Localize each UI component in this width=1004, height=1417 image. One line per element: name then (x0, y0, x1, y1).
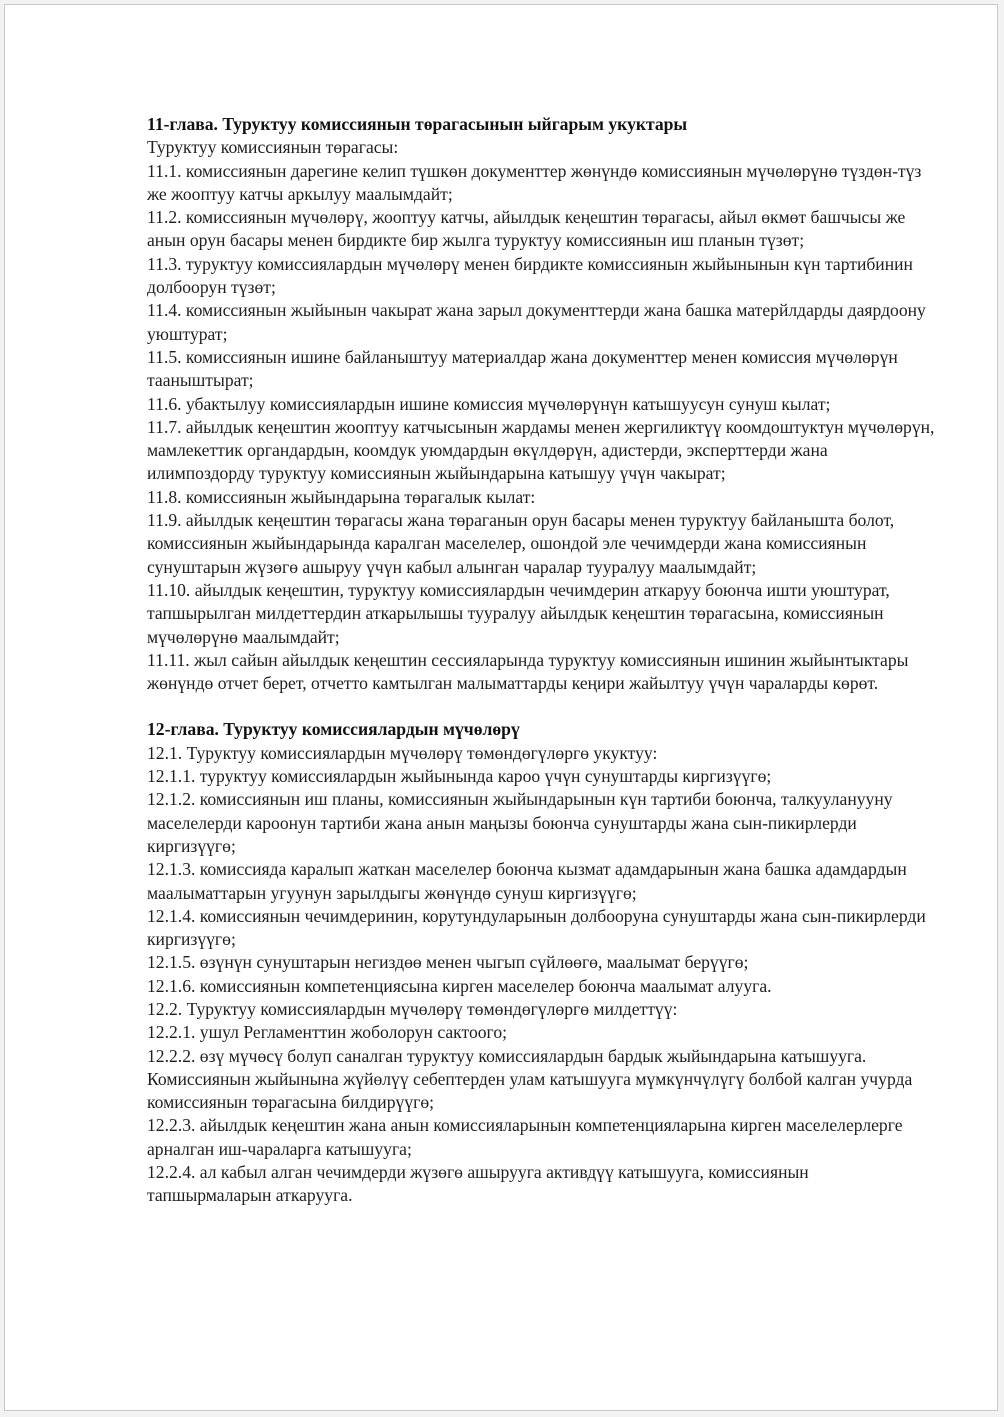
paragraph-12-2: 12.2. Туруктуу комиссиялардын мүчөлөрү төмөндөгүлөргө милдеттүү: (147, 998, 678, 1019)
section-spacer (147, 695, 937, 718)
paragraph-11-4: 11.4. комиссиянын жыйынын чакырат жана зарыл документтерди жана башка матерйлдарды даярдоону уюштурат; (147, 300, 926, 344)
chapter-12-title: 12-глава. Туруктуу комиссиялардын мүчөлөрү (147, 719, 520, 740)
document-body (147, 113, 937, 1208)
paragraph-11-7: 11.7. айылдык кеңештин жооптуу катчысынын жардамы менен жергиликтүү коомдоштуктун мүчөлөрүн, мамлекеттик органдардын, коомдук уюмдардын өкүлдөрүн, адистерди, эксперттерди жана илимпоздорду туруктуу комиссиянын жыйындарына катышуу үчүн чакырат; (147, 416, 935, 484)
paragraph-12-1: 12.1. Туруктуу комиссиялардын мүчөлөрү төмөндөгүлөргө укуктуу: (147, 742, 658, 763)
paragraph-12-2-4: 12.2.4. ал кабыл алган чечимдерди жүзөгө ашырууга активдүү катышууга, комиссиянын тапшырмаларын аткарууга. (147, 1162, 809, 1206)
paragraph-12-1-1: 12.1.1. туруктуу комиссиялардын жыйынында кароо үчүн сунуштарды киргизүүгө; (147, 766, 772, 787)
paragraph-11-3: 11.3. туруктуу комиссиялардын мүчөлөрү менен бирдикте комиссиянын жыйынынын күн тартибинин долбоорун түзөт; (147, 253, 913, 298)
paragraph-11-11: 11.11. жыл сайын айылдык кеңештин сессияларында туруктуу комиссиянын ишинин жыйынтыктары жөнүндө отчет берет, отчетто камтылган малыматтарды кеңири жайылтуу үчүн чараларды көрөт. (147, 649, 909, 694)
document-page (4, 4, 998, 1411)
paragraph-12-2-2: 12.2.2. өзү мүчөсү болуп саналган туруктуу комиссиялардын бардык жыйындарына катышууга. Комиссиянын жыйынына жүйөлүү себептерден улам катышууга мүмкүнчүлүгү болбой калган учурда комиссиянын төрагасына билдирүүгө; (147, 1045, 913, 1113)
paragraph-12-1-6: 12.1.6. комиссиянын компетенциясына кирген маселелер боюнча маалымат алууга. (147, 975, 772, 996)
paragraph-11-1: 11.1. комиссиянын дарегине келип түшкөн документтер жөнүндө комиссиянын мүчөлөрүнө түздөн-түз же жооптуу катчы аркылуу маалымдайт; (147, 160, 922, 204)
paragraph-11-10: 11.10. айылдык кеңештин, туруктуу комиссиялардын чечимдерин аткаруу боюнча ишти уюштурат, тапшырылган милдеттердин аткарылышы тууралуу айылдык кеңештин төрагасына, комиссиянын мүчөлөрүнө маалымдайт; (147, 579, 890, 647)
paragraph-11-2: 11.2. комиссиянын мүчөлөрү, жооптуу катчы, айылдык кеңештин төрагасы, айыл өкмөт башчысы же анын орун басары менен бирдикте бир жылга туруктуу комиссиянын иш планын түзөт; (147, 207, 906, 251)
paragraph-12-2-3: 12.2.3. айылдык кеңештин жана анын комиссияларынын компетенцияларына кирген маселелерлерге арналган иш-чараларга катышууга; (147, 1115, 903, 1159)
paragraph-11-8: 11.8. комиссиянын жыйындарына төрагалык кылат: (147, 486, 536, 507)
paragraph-12-1-3: 12.1.3. комиссияда каралып жаткан маселелер боюнча кызмат адамдарынын жана башка адамдардын маалыматтарын угуунун зарылдыгы жөнүндө сунуш киргизүүгө; (147, 859, 907, 903)
chapter-11-intro: Туруктуу комиссиянын төрагасы: (147, 137, 399, 158)
chapter-11-title: 11-глава. Туруктуу комиссиянын төрагасынын ыйгарым укуктары (147, 114, 688, 134)
paragraph-11-9: 11.9. айылдык кеңештин төрагасы жана төраганын орун басары менен туруктуу байланышта болот, комиссиянын жыйындарында каралган маселелер, ошондой эле чечимдерди жана комиссиянын сунуштарын жүзөгө ашыруу үчүн кабыл алынган чаралар тууралуу маалымдайт; (147, 510, 895, 577)
paragraph-12-1-5: 12.1.5. өзүнүн сунуштарын негиздөө менен чыгып сүйлөөгө, маалымат берүүгө; (147, 952, 749, 973)
paragraph-11-5: 11.5. комиссиянын ишине байланыштуу материалдар жана документтер менен комиссия мүчөлөрүн тааныштырат; (147, 346, 898, 391)
paragraph-12-1-4: 12.1.4. комиссиянын чечимдеринин, корутундуларынын долбооруна сунуштарды жана сын-пикирлерди киргизүүгө; (147, 905, 926, 950)
paragraph-11-6: 11.6. убактылуу комиссиялардын ишине комиссия мүчөлөрүнүн катышуусун сунуш кылат; (147, 393, 831, 414)
paragraph-12-1-2: 12.1.2. комиссиянын иш планы, комиссиянын жыйындарынын күн тартиби боюнча, талкууланууну маселелерди кароонун тартиби жана анын маңызы боюнча сунуштарды жана сын-пикирлерди киргизүүгө; (147, 789, 893, 856)
paragraph-12-2-1: 12.2.1. ушул Регламенттин жоболорун сактоого; (147, 1022, 508, 1043)
